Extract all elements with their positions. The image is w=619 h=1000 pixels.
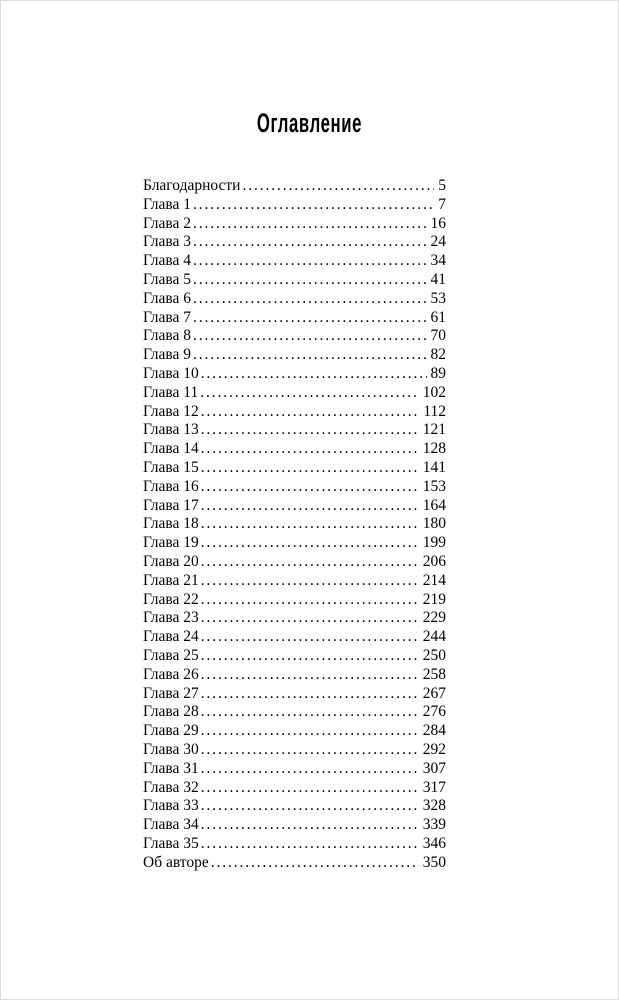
toc-entry-page-number: 307 xyxy=(422,759,446,777)
toc-entry-title: Глава 27 xyxy=(143,684,199,702)
toc-entry-title: Глава 18 xyxy=(143,515,199,533)
toc-entry-title: Благодарности xyxy=(143,177,241,194)
toc-entry-title: Глава 11 xyxy=(143,383,199,401)
toc-entry xyxy=(143,497,446,516)
toc-entry xyxy=(143,572,446,591)
toc-entry xyxy=(143,722,446,741)
toc-entry-page-number: 214 xyxy=(422,571,446,589)
toc-entry xyxy=(143,835,446,854)
toc-entry-page-number: 219 xyxy=(422,590,446,608)
toc-dot-leader xyxy=(201,722,419,741)
toc-entry-title: Глава 30 xyxy=(143,740,199,758)
toc-entry-title: Глава 34 xyxy=(143,816,199,834)
toc-entry-title: Глава 5 xyxy=(143,270,192,288)
toc-entry xyxy=(143,779,446,798)
toc-dot-leader xyxy=(201,403,420,422)
toc-entry-title: Глава 4 xyxy=(143,252,192,270)
toc-entry-title: Глава 6 xyxy=(143,289,192,307)
toc-dot-leader xyxy=(201,459,419,478)
toc-dot-leader xyxy=(201,685,419,704)
toc-entry-page-number: 199 xyxy=(422,534,446,552)
toc-dot-leader xyxy=(193,346,426,365)
toc-entry-title: Глава 2 xyxy=(143,214,192,232)
toc-entry-page-number: 141 xyxy=(422,458,446,476)
toc-entry-page-number: 34 xyxy=(430,252,446,270)
table-of-contents xyxy=(143,177,446,872)
toc-entry-page-number: 350 xyxy=(422,853,446,871)
toc-dot-leader xyxy=(201,609,419,628)
toc-dot-leader xyxy=(201,572,419,591)
toc-entry-title: Глава 17 xyxy=(143,496,199,514)
toc-entry xyxy=(143,215,446,234)
toc-entry xyxy=(143,271,446,290)
toc-entry xyxy=(143,760,446,779)
toc-entry xyxy=(143,440,446,459)
toc-dot-leader xyxy=(193,252,426,271)
toc-entry xyxy=(143,196,446,215)
toc-dot-leader xyxy=(201,647,419,666)
toc-entry xyxy=(143,252,446,271)
toc-entry xyxy=(143,365,446,384)
toc-entry xyxy=(143,327,446,346)
toc-entry-title: Глава 21 xyxy=(143,571,199,589)
toc-entry-page-number: 112 xyxy=(423,402,446,420)
toc-dot-leader xyxy=(242,177,434,196)
toc-entry-title: Глава 26 xyxy=(143,665,199,683)
toc-entry-title: Глава 8 xyxy=(143,327,192,345)
toc-entry-title: Глава 13 xyxy=(143,421,199,439)
toc-dot-leader xyxy=(201,553,419,572)
toc-entry-page-number: 5 xyxy=(438,177,446,194)
toc-dot-leader xyxy=(193,290,426,309)
toc-entry-title: Глава 12 xyxy=(143,402,199,420)
toc-entry-page-number: 153 xyxy=(422,477,446,495)
toc-entry xyxy=(143,741,446,760)
toc-entry xyxy=(143,309,446,328)
toc-dot-leader xyxy=(201,703,419,722)
toc-entry-page-number: 53 xyxy=(430,289,446,307)
toc-dot-leader xyxy=(193,196,434,215)
toc-entry xyxy=(143,515,446,534)
toc-entry-title: Глава 33 xyxy=(143,797,199,815)
toc-dot-leader xyxy=(201,515,419,534)
toc-entry-page-number: 292 xyxy=(422,740,446,758)
toc-entry-page-number: 317 xyxy=(422,778,446,796)
toc-dot-leader xyxy=(201,628,419,647)
toc-entry xyxy=(143,685,446,704)
toc-dot-leader xyxy=(201,421,419,440)
toc-entry-title: Глава 1 xyxy=(143,195,192,213)
toc-entry-title: Глава 19 xyxy=(143,534,199,552)
toc-dot-leader xyxy=(201,816,419,835)
toc-entry xyxy=(143,534,446,553)
toc-dot-leader xyxy=(201,365,427,384)
toc-dot-leader xyxy=(201,741,419,760)
toc-entry xyxy=(143,797,446,816)
toc-entry xyxy=(143,177,446,196)
toc-entry xyxy=(143,703,446,722)
toc-entry-page-number: 164 xyxy=(422,496,446,514)
toc-entry-page-number: 82 xyxy=(430,346,446,364)
toc-entry xyxy=(143,553,446,572)
toc-entry xyxy=(143,478,446,497)
toc-entry-page-number: 128 xyxy=(422,440,446,458)
toc-dot-leader xyxy=(193,271,426,290)
toc-entry-page-number: 250 xyxy=(422,646,446,664)
toc-entry-page-number: 258 xyxy=(422,665,446,683)
toc-entry-page-number: 346 xyxy=(422,834,446,852)
page-title: Оглавление xyxy=(256,108,363,138)
toc-entry-page-number: 229 xyxy=(422,609,446,627)
toc-dot-leader xyxy=(201,666,419,685)
toc-entry-page-number: 24 xyxy=(430,233,446,251)
toc-dot-leader xyxy=(193,327,426,346)
toc-entry-title: Глава 7 xyxy=(143,308,192,326)
toc-dot-leader xyxy=(201,497,419,516)
toc-entry-page-number: 41 xyxy=(430,270,446,288)
toc-dot-leader xyxy=(193,215,426,234)
toc-entry-title: Глава 35 xyxy=(143,834,199,852)
toc-entry xyxy=(143,459,446,478)
toc-entry-title: Глава 10 xyxy=(143,364,199,382)
toc-entry-page-number: 16 xyxy=(430,214,446,232)
toc-entry-title: Глава 14 xyxy=(143,440,199,458)
toc-entry xyxy=(143,666,446,685)
toc-entry xyxy=(143,854,446,873)
toc-entry xyxy=(143,647,446,666)
toc-entry xyxy=(143,403,446,422)
toc-entry xyxy=(143,233,446,252)
toc-entry-page-number: 339 xyxy=(422,816,446,834)
toc-entry-title: Глава 28 xyxy=(143,703,199,721)
toc-entry xyxy=(143,609,446,628)
toc-entry xyxy=(143,290,446,309)
toc-entry-page-number: 89 xyxy=(430,364,446,382)
toc-entry-title: Глава 15 xyxy=(143,458,199,476)
toc-entry xyxy=(143,421,446,440)
toc-entry-page-number: 102 xyxy=(422,383,446,401)
toc-entry xyxy=(143,591,446,610)
toc-dot-leader xyxy=(201,797,419,816)
toc-entry-page-number: 284 xyxy=(422,722,446,740)
toc-entry-page-number: 180 xyxy=(422,515,446,533)
toc-dot-leader xyxy=(201,440,419,459)
toc-entry-title: Глава 9 xyxy=(143,346,192,364)
toc-dot-leader xyxy=(201,779,419,798)
toc-entry xyxy=(143,816,446,835)
toc-entry xyxy=(143,384,446,403)
toc-entry-title: Об авторе xyxy=(143,853,209,871)
toc-dot-leader xyxy=(193,233,426,252)
toc-entry-title: Глава 23 xyxy=(143,609,199,627)
toc-dot-leader xyxy=(201,591,419,610)
toc-entry-title: Глава 16 xyxy=(143,477,199,495)
toc-entry-title: Глава 31 xyxy=(143,759,199,777)
toc-entry-page-number: 276 xyxy=(422,703,446,721)
toc-dot-leader xyxy=(201,835,419,854)
toc-entry xyxy=(143,346,446,365)
toc-entry-page-number: 61 xyxy=(430,308,446,326)
toc-entry-page-number: 206 xyxy=(422,552,446,570)
toc-dot-leader xyxy=(201,534,419,553)
toc-dot-leader xyxy=(201,478,419,497)
toc-entry-title: Глава 20 xyxy=(143,552,199,570)
toc-entry xyxy=(143,628,446,647)
toc-entry-page-number: 328 xyxy=(422,797,446,815)
toc-dot-leader xyxy=(200,384,419,403)
toc-entry-page-number: 7 xyxy=(438,195,446,213)
toc-entry-page-number: 267 xyxy=(422,684,446,702)
toc-entry-page-number: 70 xyxy=(430,327,446,345)
toc-entry-title: Глава 22 xyxy=(143,590,199,608)
toc-entry-title: Глава 29 xyxy=(143,722,199,740)
toc-entry-title: Глава 25 xyxy=(143,646,199,664)
toc-dot-leader xyxy=(201,760,419,779)
toc-entry-page-number: 244 xyxy=(422,628,446,646)
toc-entry-title: Глава 24 xyxy=(143,628,199,646)
toc-entry-title: Глава 3 xyxy=(143,233,192,251)
toc-entry-title: Глава 32 xyxy=(143,778,199,796)
toc-dot-leader xyxy=(211,854,419,873)
toc-entry-page-number: 121 xyxy=(422,421,446,439)
toc-dot-leader xyxy=(193,309,426,328)
